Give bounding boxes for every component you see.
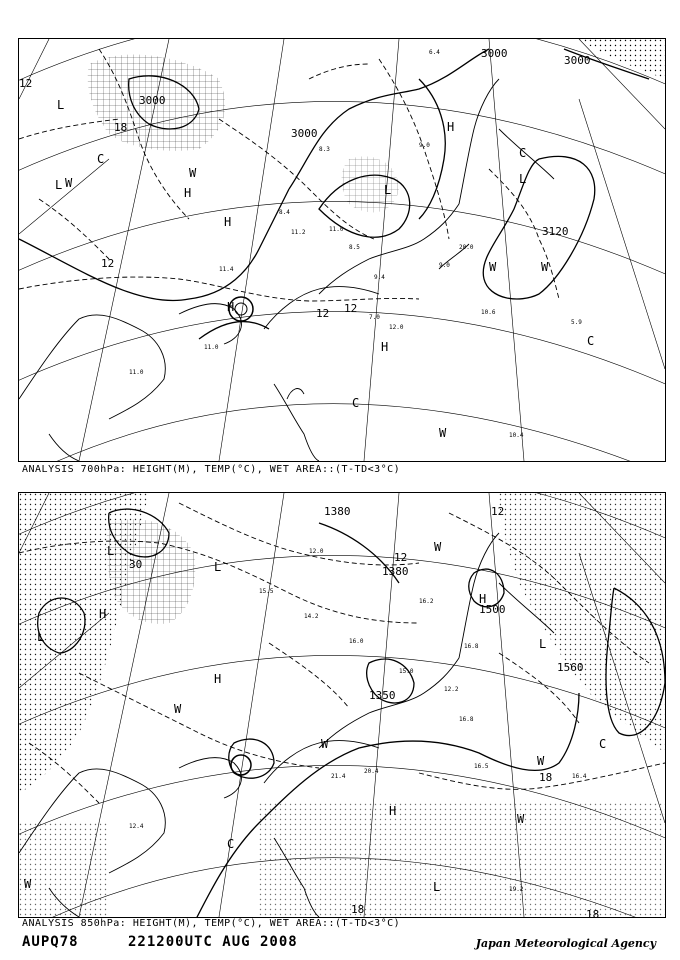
svg-text:12.4: 12.4: [129, 823, 144, 830]
pressure-center-label: C: [587, 334, 595, 348]
pressure-center-label: H: [184, 186, 192, 200]
pressure-center-label: L: [107, 544, 115, 558]
svg-text:11.0: 11.0: [204, 344, 219, 351]
svg-text:10.6: 10.6: [481, 309, 496, 316]
chart-code: AUPQ78: [22, 934, 79, 950]
svg-text:20.0: 20.0: [459, 244, 474, 251]
svg-text:16.4: 16.4: [572, 773, 587, 780]
svg-text:12.0: 12.0: [309, 548, 324, 555]
height-label: 1380: [324, 505, 351, 518]
svg-text:16.2: 16.2: [419, 598, 434, 605]
pressure-center-label: H: [381, 340, 389, 354]
svg-text:10.4: 10.4: [509, 432, 524, 439]
pressure-center-label: W: [321, 737, 329, 751]
temperature-label: 18: [351, 903, 365, 916]
temperature-label: 18: [539, 771, 553, 784]
svg-text:11.2: 11.2: [291, 229, 306, 236]
svg-text:8.4: 8.4: [279, 209, 290, 216]
pressure-center-label: C: [519, 146, 527, 160]
pressure-center-label: W: [24, 877, 32, 891]
height-label: 3000: [291, 127, 318, 140]
svg-text:20.4: 20.4: [364, 768, 379, 775]
map-panel-700hpa: [18, 38, 666, 462]
pressure-center-label: W: [517, 812, 525, 826]
svg-text:16.0: 16.0: [349, 638, 364, 645]
pressure-center-label: W: [65, 176, 73, 190]
height-label: 3000: [139, 94, 166, 107]
wet-area: [259, 803, 665, 917]
pressure-center-label: L: [55, 178, 63, 192]
pressure-center-label: L: [539, 637, 547, 651]
temperature-label: 12: [394, 551, 408, 564]
pressure-center-label: W: [537, 754, 545, 768]
svg-text:6.4: 6.4: [429, 49, 440, 56]
svg-text:9.0: 9.0: [439, 262, 450, 269]
caption-850hpa: ANALYSIS 850hPa: HEIGHT(M), TEMP(°C), WET AREA::(T-TD<3°C): [22, 918, 401, 929]
map-canvas-700hpa: [19, 39, 665, 461]
pressure-center-label: W: [434, 540, 442, 554]
pressure-center-label: H: [227, 300, 235, 314]
svg-text:16.8: 16.8: [464, 643, 479, 650]
pressure-center-label: W: [174, 702, 182, 716]
pressure-center-label: W: [439, 426, 447, 440]
pressure-center-label: L: [214, 560, 222, 574]
svg-text:5.9: 5.9: [571, 319, 582, 326]
svg-text:12.0: 12.0: [389, 324, 404, 331]
pressure-center-label: H: [479, 592, 487, 606]
map-panel-850hpa: [18, 492, 666, 918]
temperature-label: 12: [491, 505, 505, 518]
svg-text:11.4: 11.4: [219, 266, 234, 273]
svg-text:12.2: 12.2: [444, 686, 459, 693]
map-canvas-850hpa: [19, 493, 665, 917]
pressure-center-label: L: [433, 880, 441, 894]
pressure-center-label: W: [541, 260, 549, 274]
pressure-center-label: L: [519, 172, 527, 186]
temperature-label: 12: [316, 307, 330, 320]
pressure-center-label: H: [447, 120, 455, 134]
pressure-center-label: W: [489, 260, 497, 274]
svg-text:11.0: 11.0: [329, 226, 344, 233]
svg-text:15.0: 15.0: [399, 668, 414, 675]
pressure-center-label: C: [352, 396, 360, 410]
coastline: [19, 79, 554, 461]
svg-text:8.5: 8.5: [349, 244, 360, 251]
temperature-label: 18: [586, 908, 600, 917]
height-label: 3120: [542, 225, 569, 238]
temperature-label: 12: [101, 257, 115, 270]
height-label: 1500: [479, 603, 506, 616]
pressure-center-label: H: [389, 804, 397, 818]
pressure-center-label: L: [57, 98, 65, 112]
pressure-center-label: W: [189, 166, 197, 180]
temperature-label: 12: [19, 77, 33, 90]
pressure-center-label: H: [214, 672, 222, 686]
pressure-center-label: H: [99, 607, 107, 621]
svg-text:8.3: 8.3: [319, 146, 330, 153]
svg-text:15.5: 15.5: [259, 588, 274, 595]
pressure-center-label: C: [599, 737, 607, 751]
svg-text:21.4: 21.4: [331, 773, 346, 780]
pressure-center-label: H: [224, 215, 232, 229]
pressure-center-label: C: [97, 152, 105, 166]
height-label: 1560: [557, 661, 584, 674]
agency-credit: Japan Meteorological Agency: [475, 937, 656, 950]
wet-area: [19, 823, 109, 917]
caption-700hpa: ANALYSIS 700hPa: HEIGHT(M), TEMP(°C), WET AREA::(T-TD<3°C): [22, 464, 401, 475]
temperature-label: 18: [114, 121, 128, 134]
svg-text:11.0: 11.0: [129, 369, 144, 376]
pressure-center-label: L: [384, 183, 392, 197]
height-label: 3000: [564, 54, 591, 67]
height-label: 1350: [369, 689, 396, 702]
height-label: 1380: [382, 565, 409, 578]
svg-text:9.0: 9.0: [419, 142, 430, 149]
svg-text:9.4: 9.4: [374, 274, 385, 281]
valid-time: 221200UTC AUG 2008: [128, 934, 298, 950]
pressure-center-label: L: [37, 630, 45, 644]
svg-text:19.2: 19.2: [509, 886, 524, 893]
height-label: 3000: [481, 47, 508, 60]
temperature-label: 12: [344, 302, 358, 315]
svg-text:16.5: 16.5: [474, 763, 489, 770]
svg-text:7.0: 7.0: [369, 314, 380, 321]
wet-area: [499, 493, 665, 753]
pressure-center-label: C: [227, 837, 235, 851]
temperature-label: 30: [129, 558, 143, 571]
svg-text:14.2: 14.2: [304, 613, 319, 620]
svg-text:16.8: 16.8: [459, 716, 474, 723]
